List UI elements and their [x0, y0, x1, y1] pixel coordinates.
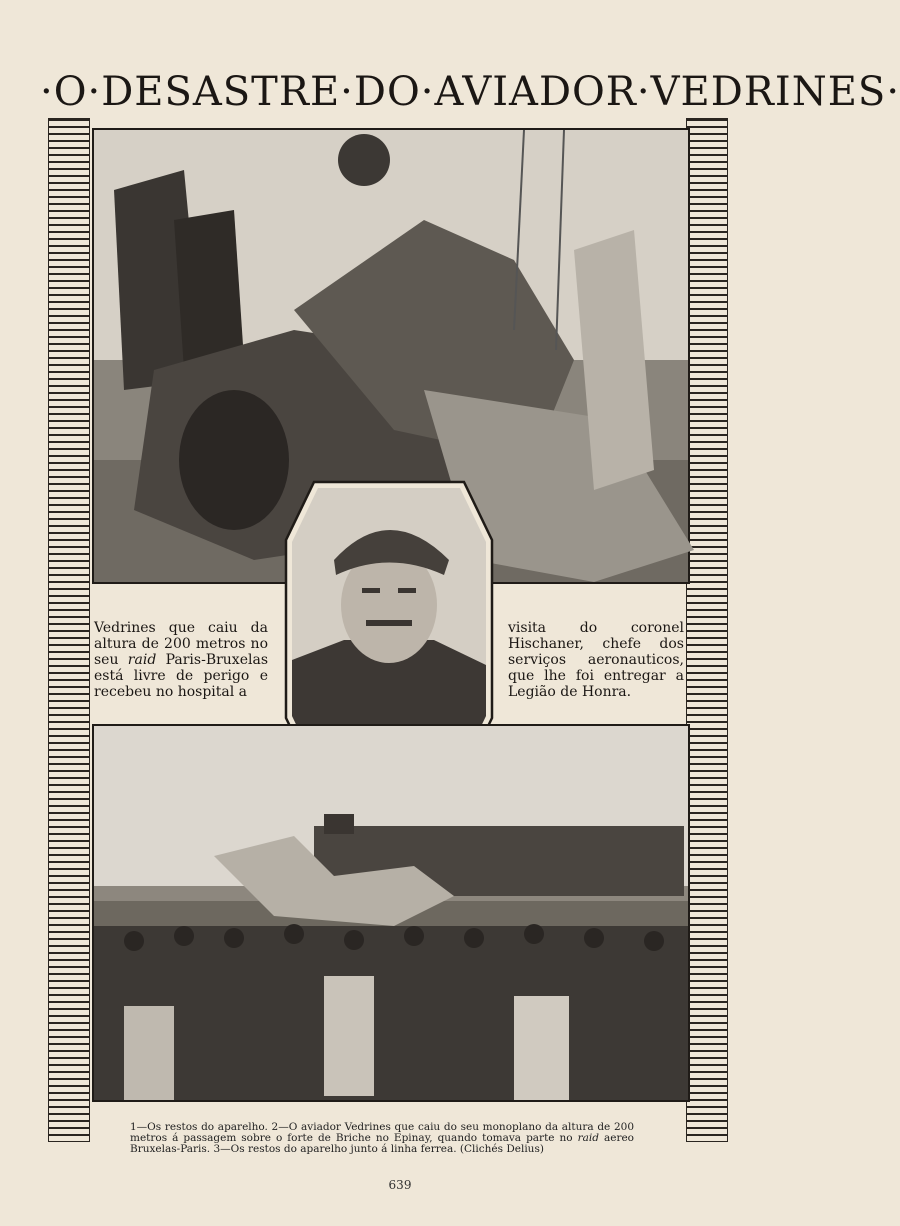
article-text-right: visita do coronel Hischaner, chefe dos serviços aeronauticos, que lhe foi entregar a Legião de Honra.: [508, 620, 684, 700]
page-number: 639: [388, 1178, 412, 1192]
railway-crowd-image: [94, 726, 688, 1100]
text-left-part: Vedrines que caiu da altura de 200 metros no seu: [94, 620, 268, 668]
text-left-italic: raid: [127, 652, 157, 668]
caption-part-end: aereo Bruxelas-Paris. 3—Os restos do aparelho junto á linha ferrea. (Clichés Delius): [130, 1132, 634, 1155]
caption-italic: raid: [577, 1132, 599, 1144]
railway-crowd-photo: [92, 724, 690, 1102]
photo-caption: [130, 1122, 634, 1155]
article-text-left: [94, 620, 268, 700]
left-decorative-border: [48, 118, 90, 1142]
page-title: ·O·DESASTRE·DO·AVIADOR·VEDRINES·: [40, 69, 900, 115]
right-decorative-border: [686, 118, 728, 1142]
caption-part: 1—Os restos do aparelho. 2—O aviador Vedrines que caiu do seu monoplano da altura de 200 metros á passagem sobre o forte de Briche no Epinay, quando tomava parte no: [130, 1121, 634, 1144]
text-left-part-end: Paris-Bruxelas está livre de perigo e recebeu no hospital a: [94, 652, 268, 700]
